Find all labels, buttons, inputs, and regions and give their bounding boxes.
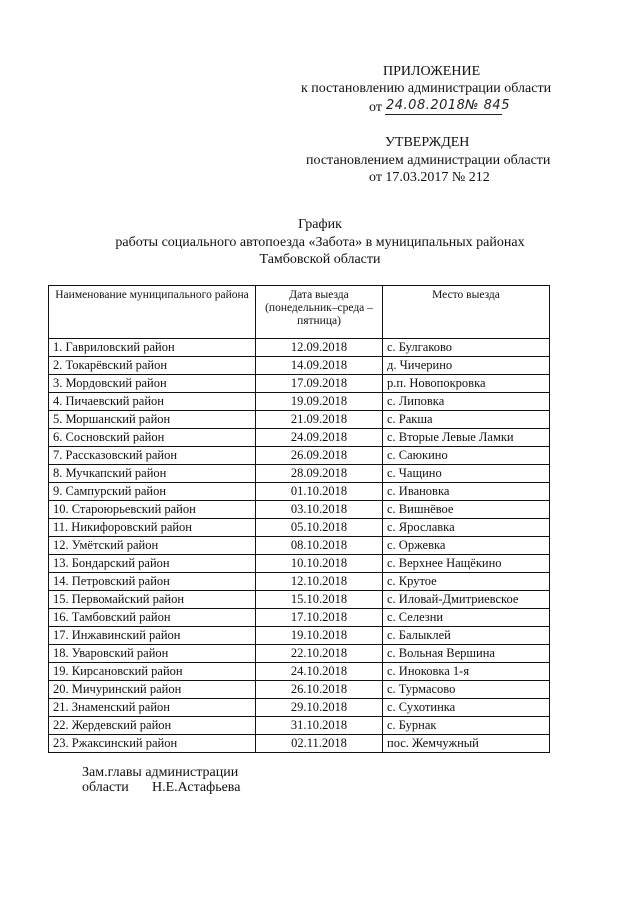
table-row [49,483,550,501]
cell-district: 16. Тамбовский район [49,609,256,627]
cell-date: 02.11.2018 [256,735,383,753]
table-row [49,591,550,609]
cell-district: 21. Знаменский район [49,699,256,717]
document-subtitle-region: Тамбовской области [259,252,381,267]
cell-date: 17.09.2018 [256,375,383,393]
cell-date: 24.09.2018 [256,429,383,447]
cell-date: 19.09.2018 [256,393,383,411]
cell-date: 12.09.2018 [256,339,383,357]
cell-date: 28.09.2018 [256,465,383,483]
table-row [49,537,550,555]
cell-date: 26.10.2018 [256,681,383,699]
cell-district: 6. Сосновский район [49,429,256,447]
cell-district: 14. Петровский район [49,573,256,591]
handwritten-date: 24.08.2018 [386,98,466,113]
cell-place: с. Чащино [383,465,550,483]
cell-place: с. Булгаково [383,339,550,357]
cell-district: 1. Гавриловский район [49,339,256,357]
table-row [49,393,550,411]
table-row [49,645,550,663]
cell-date: 26.09.2018 [256,447,383,465]
table-row [49,357,550,375]
table-row [49,573,550,591]
cell-date: 29.10.2018 [256,699,383,717]
cell-district: 11. Никифоровский район [49,519,256,537]
cell-district: 19. Кирсановский район [49,663,256,681]
cell-district: 20. Мичуринский район [49,681,256,699]
cell-place: с. Бурнак [383,717,550,735]
approved-by: постановлением администрации области [306,153,551,168]
cell-district: 13. Бондарский район [49,555,256,573]
document-subtitle: работы социального автопоезда «Забота» в муниципальных районах [115,235,525,250]
appendix-to-resolution: к постановлению администрации области [301,81,552,96]
cell-place: с. Ярославка [383,519,550,537]
table-row [49,609,550,627]
cell-date: 15.10.2018 [256,591,383,609]
cell-place: с. Балыклей [383,627,550,645]
cell-district: 3. Мордовский район [49,375,256,393]
cell-place: с. Липовка [383,393,550,411]
cell-date: 22.10.2018 [256,645,383,663]
signature-name: Н.Е.Астафьева [152,780,241,795]
table-row [49,699,550,717]
cell-date: 31.10.2018 [256,717,383,735]
header-date: Дата выезда (понедельник–среда – пятница) [256,286,383,339]
document-title: График [298,217,342,232]
cell-place: с. Оржевка [383,537,550,555]
cell-district: 8. Мучкапский район [49,465,256,483]
cell-place: р.п. Новопокровка [383,375,550,393]
signature-position: Зам.главы администрации [82,765,239,780]
table-row [49,663,550,681]
table-row [49,717,550,735]
cell-district: 4. Пичаевский район [49,393,256,411]
signature-position-region: области [82,780,129,795]
cell-date: 10.10.2018 [256,555,383,573]
table-row [49,555,550,573]
table-row [49,447,550,465]
cell-district: 17. Инжавинский район [49,627,256,645]
schedule-table [48,285,550,753]
cell-date: 17.10.2018 [256,609,383,627]
table-row [49,501,550,519]
table-row [49,339,550,357]
table-header-row [49,286,550,339]
table-row [49,375,550,393]
cell-district: 7. Рассказовский район [49,447,256,465]
cell-place: пос. Жемчужный [383,735,550,753]
cell-date: 05.10.2018 [256,519,383,537]
appendix-label: ПРИЛОЖЕНИЕ [383,64,481,79]
cell-district: 15. Первомайский район [49,591,256,609]
cell-date: 19.10.2018 [256,627,383,645]
cell-district: 18. Уваровский район [49,645,256,663]
cell-date: 08.10.2018 [256,537,383,555]
table-row [49,735,550,753]
date-underline [385,114,502,115]
cell-place: с. Верхнее Нащёкино [383,555,550,573]
approved-from: от 17.03.2017 № 212 [369,170,490,185]
cell-place: с. Саюкино [383,447,550,465]
cell-district: 9. Сампурский район [49,483,256,501]
table-row [49,465,550,483]
handwritten-number: № 845 [465,98,510,113]
cell-place: с. Иноковка 1-я [383,663,550,681]
cell-district: 2. Токарёвский район [49,357,256,375]
table-row [49,429,550,447]
cell-place: с. Селезни [383,609,550,627]
cell-place: с. Крутое [383,573,550,591]
cell-place: с. Вторые Левые Ламки [383,429,550,447]
table-row [49,411,550,429]
cell-place: с. Турмасово [383,681,550,699]
cell-place: с. Сухотинка [383,699,550,717]
table-row [49,681,550,699]
cell-date: 21.09.2018 [256,411,383,429]
appendix-from-prefix: от [369,100,382,115]
cell-date: 24.10.2018 [256,663,383,681]
cell-district: 10. Староюрьевский район [49,501,256,519]
cell-date: 03.10.2018 [256,501,383,519]
table-row [49,627,550,645]
cell-district: 5. Моршанский район [49,411,256,429]
cell-date: 14.09.2018 [256,357,383,375]
approved-label: УТВЕРЖДЕН [385,135,470,150]
cell-place: д. Чичерино [383,357,550,375]
cell-district: 23. Ржаксинский район [49,735,256,753]
cell-place: с. Ивановка [383,483,550,501]
cell-place: с. Иловай-Дмитриевское [383,591,550,609]
header-district: Наименование муниципального района [49,286,256,339]
cell-place: с. Вишнёвое [383,501,550,519]
table-row [49,519,550,537]
cell-district: 22. Жердевский район [49,717,256,735]
cell-district: 12. Умётский район [49,537,256,555]
cell-date: 12.10.2018 [256,573,383,591]
cell-place: с. Вольная Вершина [383,645,550,663]
cell-place: с. Ракша [383,411,550,429]
header-place: Место выезда [383,286,550,339]
cell-date: 01.10.2018 [256,483,383,501]
